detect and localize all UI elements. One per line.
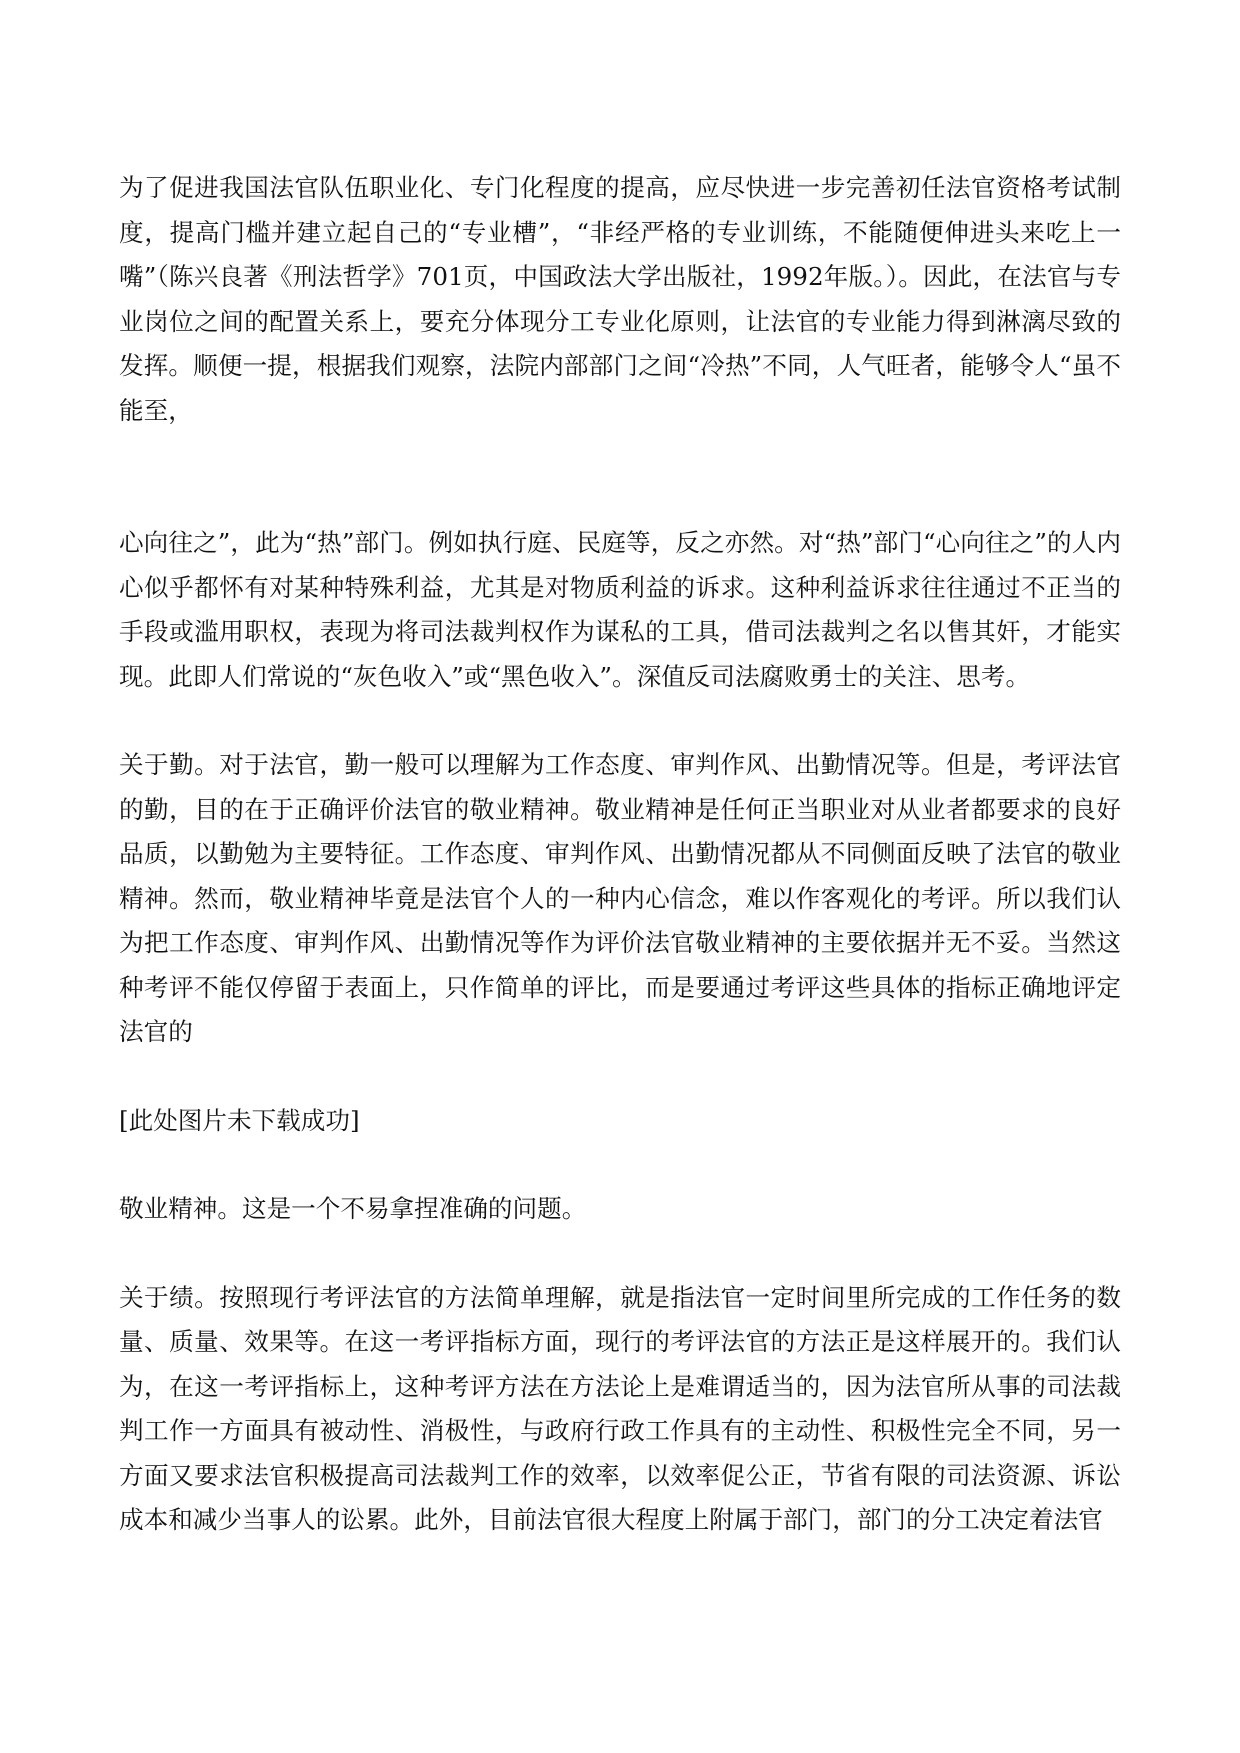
document-page [119, 166, 1121, 1587]
paragraph: 为了促进我国法官队伍职业化、专门化程度的提高，应尽快进一步完善初任法官资格考试制度，提高门槛并建立起自己的“专业槽”，“非经严格的专业训练，不能随便伸进头来吃上一嘴”（陈兴良著《刑法哲学》701页，中国政法大学出版社，1992年版。）。因此，在法官与专业岗位之间的配置关系上，要充分体现分工专业化原则，让法官的专业能力得到淋漓尽致的发挥。顺便一提，根据我们观察，法院内部部门之间“冷热”不同，人气旺者，能够令人“虽不能至， [119, 173, 1121, 425]
paragraph: 心向往之”，此为“热”部门。例如执行庭、民庭等，反之亦然。对“热”部门“心向往之”的人内心似乎都怀有对某种特殊利益，尤其是对物质利益的诉求。这种利益诉求往往通过不正当的手段或滥用职权，表现为将司法裁判权作为谋私的工具，借司法裁判之名以售其奸，才能实现。此即人们常说的“灰色收入”或“黑色收入”。深值反司法腐败勇士的关注、思考。 [119, 528, 1121, 691]
paragraph: 敬业精神。这是一个不易拿捏准确的问题。 [119, 1194, 587, 1223]
paragraph: 关于勤。对于法官，勤一般可以理解为工作态度、审判作风、出勤情况等。但是，考评法官的勤，目的在于正确评价法官的敬业精神。敬业精神是任何正当职业对从业者都要求的良好品质，以勤勉为主要特征。工作态度、审判作风、出勤情况都从不同侧面反映了法官的敬业精神。然而，敬业精神毕竟是法官个人的一种内心信念，难以作客观化的考评。所以我们认为把工作态度、审判作风、出勤情况等作为评价法官敬业精神的主要依据并无不妥。当然这种考评不能仅停留于表面上，只作简单的评比，而是要通过考评这些具体的指标正确地评定法官的 [119, 750, 1121, 1046]
paragraph: 关于绩。按照现行考评法官的方法简单理解，就是指法官一定时间里所完成的工作任务的数量、质量、效果等。在这一考评指标方面，现行的考评法官的方法正是这样展开的。我们认为，在这一考评指标上，这种考评方法在方法论上是难谓适当的，因为法官所从事的司法裁判工作一方面具有被动性、消极性，与政府行政工作具有的主动性、积极性完全不同，另一方面又要求法官积极提高司法裁判工作的效率，以效率促公正，节省有限的司法资源、诉讼成本和减少当事人的讼累。此外，目前法官很大程度上附属于部门，部门的分工决定着法官 [119, 1282, 1121, 1534]
image-placeholder-text: [此处图片未下载成功] [119, 1105, 360, 1135]
